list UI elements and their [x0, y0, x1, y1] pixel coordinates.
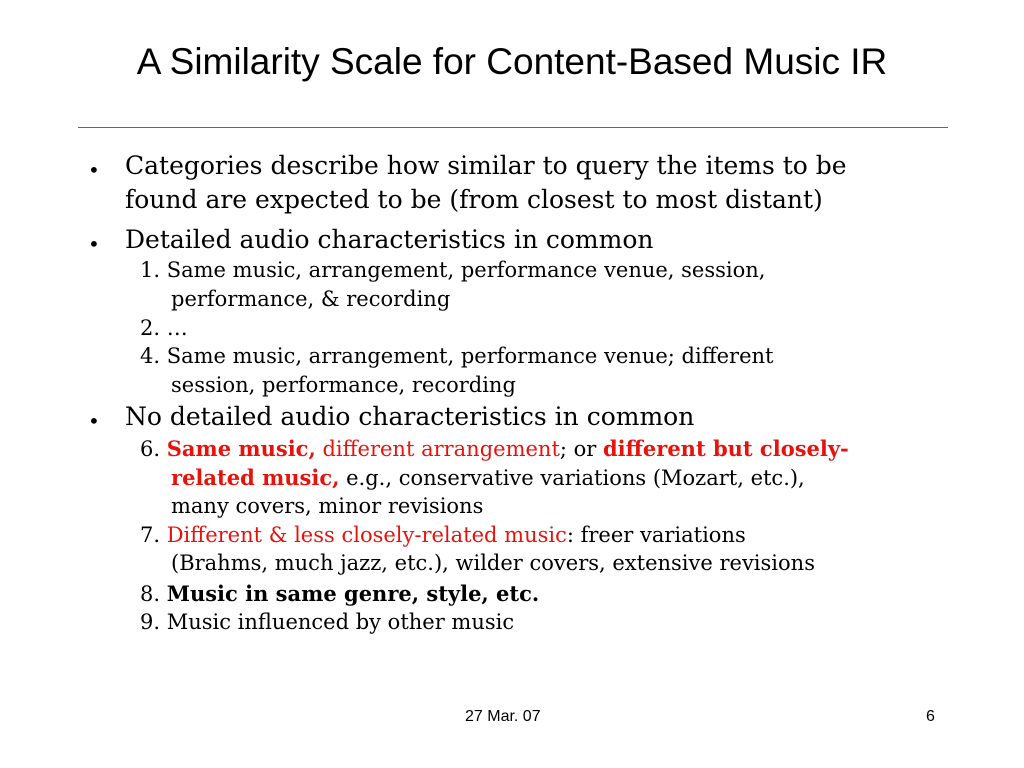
- list-item-6-number: 6.: [140, 437, 167, 461]
- bullet-marker: •: [88, 409, 100, 433]
- list-item-8: [140, 579, 539, 609]
- list-item-8-number: 8.: [140, 582, 167, 606]
- footer-date: 27 Mar. 07: [465, 708, 541, 725]
- different-less-closely-phrase: Different & less closely-related music: [166, 523, 567, 547]
- list-item-7-number: 7.: [140, 523, 167, 547]
- list-item-1-line-1: 1. Same music, arrangement, performance venue, session,: [140, 258, 766, 282]
- list-item-6-line-1: [140, 434, 849, 464]
- list-item-9: 9. Music influenced by other music: [140, 610, 515, 634]
- example-text: e.g., conservative variations (Mozart, etc.),: [339, 466, 805, 490]
- bullet-marker: •: [88, 158, 100, 182]
- same-music-phrase: Same music,: [166, 436, 316, 461]
- bullet-1-line-2: found are expected to be (from closest to most distant): [125, 185, 823, 214]
- or-text: ; or: [559, 437, 603, 461]
- bullet-marker: •: [88, 232, 100, 256]
- list-item-4-line-1: 4. Same music, arrangement, performance venue; different: [140, 344, 774, 368]
- related-music-phrase: related music,: [171, 465, 340, 490]
- bullet-3-text: No detailed audio characteristics in common: [125, 402, 695, 431]
- list-item-6-line-3: many covers, minor revisions: [171, 494, 484, 518]
- list-item-1-line-2: performance, & recording: [171, 287, 451, 311]
- list-item-7-line-2: (Brahms, much jazz, etc.), wilder covers, extensive revisions: [171, 551, 815, 575]
- freer-variations-text: : freer variations: [566, 523, 746, 547]
- different-closely-phrase: different but closely-: [603, 436, 849, 461]
- list-item-7-line-1: [140, 521, 746, 550]
- bullet-1-line-1: Categories describe how similar to query the items to be: [125, 151, 847, 180]
- list-item-6-line-2: [171, 463, 805, 493]
- music-same-genre-phrase: Music in same genre, style, etc.: [166, 581, 540, 606]
- page-number: 6: [926, 708, 935, 725]
- bullet-2-text: Detailed audio characteristics in common: [125, 225, 654, 254]
- list-item-2: 2. …: [140, 316, 188, 340]
- different-arrangement-phrase: different arrangement: [315, 437, 560, 461]
- slide-title: A Similarity Scale for Content-Based Music IR: [136, 41, 888, 82]
- list-item-4-line-2: session, performance, recording: [171, 373, 516, 397]
